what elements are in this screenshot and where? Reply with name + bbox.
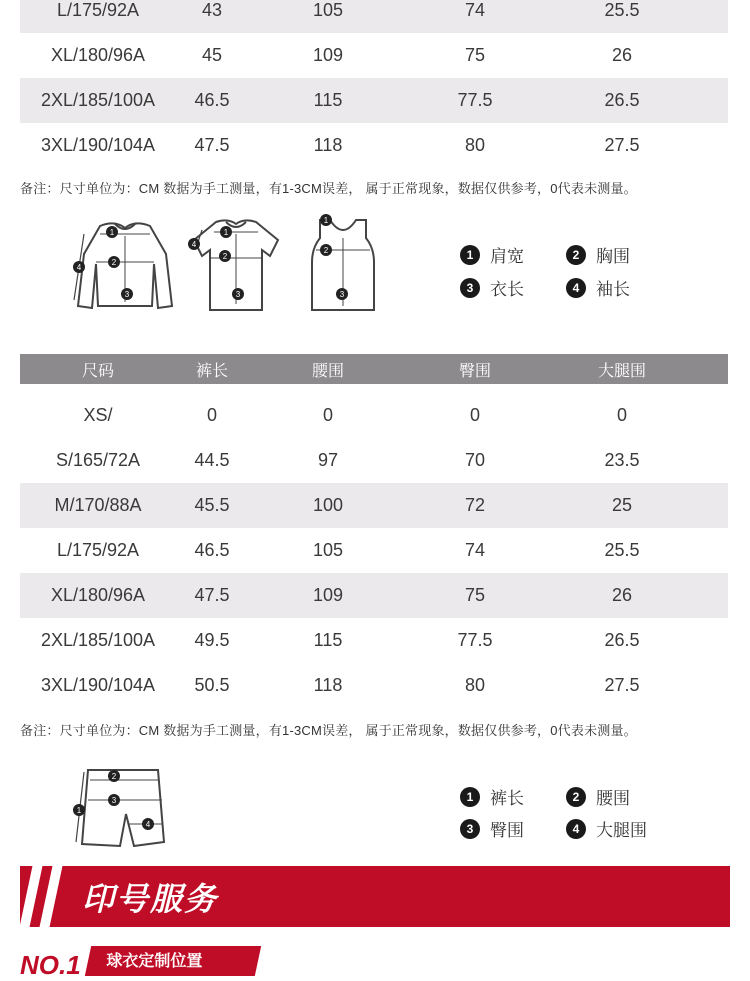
- table-row: [20, 33, 728, 78]
- value-cell: 47.5: [194, 135, 230, 155]
- svg-text:4: 4: [76, 263, 82, 272]
- tshirt-diagram: [188, 214, 283, 314]
- measurement-note: 备注：尺寸单位为：CM 数据为手工测量，有1-3CM误差， 属于正常现象，数据仅供参考，0代表未测量。: [20, 723, 637, 738]
- section-number: NO.1: [20, 950, 81, 980]
- svg-text:1: 1: [223, 228, 229, 237]
- table-row: [20, 528, 728, 573]
- size-cell: XL/180/96A: [50, 45, 146, 65]
- value-cell: 23.5: [604, 450, 640, 470]
- number-badge-icon: 3: [460, 819, 480, 839]
- legend-label: 衣长: [490, 280, 524, 299]
- svg-text:1: 1: [323, 216, 329, 225]
- legend-item: [566, 275, 630, 300]
- table-row: [20, 573, 728, 618]
- value-cell: 80: [464, 675, 486, 695]
- legend-label: 胸围: [596, 247, 630, 266]
- value-cell: 45: [201, 45, 223, 65]
- banner-stripe: [20, 866, 43, 927]
- svg-text:3: 3: [339, 290, 345, 299]
- number-badge-icon: 2: [566, 245, 586, 265]
- value-cell: 49.5: [194, 630, 230, 650]
- size-cell: S/165/72A: [55, 450, 141, 470]
- table-row: [20, 393, 728, 438]
- svg-text:4: 4: [191, 240, 197, 249]
- svg-text:2: 2: [111, 772, 117, 781]
- table-row: [20, 438, 728, 483]
- value-cell: 109: [312, 585, 344, 605]
- table-row: [20, 618, 728, 663]
- value-cell: 109: [312, 45, 344, 65]
- legend-item: [566, 784, 630, 809]
- number-badge-icon: 4: [566, 819, 586, 839]
- column-header: 臀围: [458, 362, 491, 380]
- legend-item: [460, 242, 524, 267]
- value-cell: 77.5: [457, 630, 493, 650]
- value-cell: 0: [322, 405, 333, 425]
- column-header: 大腿围: [597, 362, 646, 380]
- legend-item: [460, 784, 524, 809]
- value-cell: 75: [464, 45, 486, 65]
- svg-text:2: 2: [222, 252, 228, 261]
- value-cell: 0: [469, 405, 480, 425]
- number-badge-icon: 1: [460, 245, 480, 265]
- number-badge-icon: 4: [566, 278, 586, 298]
- svg-text:4: 4: [145, 820, 151, 829]
- size-cell: M/170/88A: [54, 495, 142, 515]
- legend-item: [460, 275, 524, 300]
- size-cell: 3XL/190/104A: [40, 135, 156, 155]
- size-cell: 3XL/190/104A: [40, 675, 156, 695]
- number-badge-icon: 3: [460, 278, 480, 298]
- value-cell: 47.5: [194, 585, 230, 605]
- value-cell: 75: [464, 585, 486, 605]
- value-cell: 46.5: [194, 90, 230, 110]
- size-cell: L/175/92A: [56, 0, 140, 20]
- shorts-diagram: [68, 766, 178, 856]
- value-cell: 0: [206, 405, 217, 425]
- value-cell: 74: [464, 0, 486, 20]
- svg-text:1: 1: [109, 228, 115, 237]
- value-cell: 26: [611, 585, 633, 605]
- section-tag: [85, 946, 261, 976]
- value-cell: 70: [464, 450, 486, 470]
- value-cell: 118: [313, 135, 343, 155]
- section-subheading: [20, 944, 320, 980]
- legend-label: 袖长: [596, 280, 630, 299]
- column-header: 裤长: [195, 362, 228, 380]
- svg-text:2: 2: [323, 246, 329, 255]
- number-badge-icon: 1: [460, 787, 480, 807]
- service-banner: [20, 866, 730, 927]
- value-cell: 72: [464, 495, 486, 515]
- measurement-note: 备注：尺寸单位为：CM 数据为手工测量，有1-3CM误差， 属于正常现象，数据仅供参考，0代表未测量。: [20, 181, 637, 196]
- value-cell: 115: [313, 90, 343, 110]
- legend-label: 臀围: [490, 821, 524, 840]
- legend-item: [566, 816, 647, 841]
- svg-text:3: 3: [111, 796, 117, 805]
- value-cell: 43: [201, 0, 223, 20]
- banner-stripe: [40, 866, 63, 927]
- value-cell: 105: [312, 0, 344, 20]
- tank-top-diagram: [308, 214, 378, 314]
- pants-size-table: [20, 354, 728, 708]
- svg-text:1: 1: [76, 806, 82, 815]
- size-cell: XS/: [83, 405, 113, 425]
- value-cell: 97: [317, 450, 339, 470]
- value-cell: 100: [312, 495, 344, 515]
- value-cell: 25: [611, 495, 633, 515]
- value-cell: 105: [312, 540, 344, 560]
- value-cell: 50.5: [194, 675, 230, 695]
- section-tag-label: 球衣定制位置: [106, 953, 203, 970]
- value-cell: 45.5: [194, 495, 230, 515]
- size-cell: 2XL/185/100A: [40, 90, 156, 110]
- value-cell: 118: [313, 675, 343, 695]
- column-header: 尺码: [81, 362, 114, 380]
- legend-item: [460, 816, 524, 841]
- long-sleeve-shirt-diagram: [70, 214, 180, 314]
- value-cell: 27.5: [604, 135, 640, 155]
- value-cell: 27.5: [604, 675, 640, 695]
- value-cell: 77.5: [457, 90, 493, 110]
- value-cell: 44.5: [194, 450, 230, 470]
- number-badge-icon: 2: [566, 787, 586, 807]
- table-row: [20, 483, 728, 528]
- value-cell: 26.5: [604, 630, 640, 650]
- svg-text:3: 3: [235, 290, 241, 299]
- value-cell: 46.5: [194, 540, 230, 560]
- legend-item: [566, 242, 630, 267]
- size-table-top: [20, 0, 728, 168]
- value-cell: 26: [611, 45, 633, 65]
- legend-label: 大腿围: [596, 821, 647, 840]
- value-cell: 0: [616, 405, 627, 425]
- value-cell: 115: [313, 630, 343, 650]
- banner-title: 印号服务: [82, 881, 219, 917]
- value-cell: 25.5: [604, 0, 640, 20]
- value-cell: 74: [464, 540, 486, 560]
- value-cell: 25.5: [604, 540, 640, 560]
- value-cell: 26.5: [604, 90, 640, 110]
- size-cell: 2XL/185/100A: [40, 630, 156, 650]
- legend-label: 裤长: [490, 789, 524, 808]
- table-row: [20, 123, 728, 168]
- size-cell: XL/180/96A: [50, 585, 146, 605]
- table-header: [20, 354, 728, 384]
- value-cell: 80: [464, 135, 486, 155]
- svg-text:3: 3: [124, 290, 130, 299]
- table-row: [20, 0, 728, 33]
- column-header: 腰围: [311, 362, 344, 380]
- svg-text:2: 2: [111, 258, 117, 267]
- legend-label: 腰围: [596, 789, 630, 808]
- size-cell: L/175/92A: [56, 540, 140, 560]
- legend-label: 肩宽: [490, 247, 524, 266]
- table-row: [20, 663, 728, 708]
- table-row: [20, 78, 728, 123]
